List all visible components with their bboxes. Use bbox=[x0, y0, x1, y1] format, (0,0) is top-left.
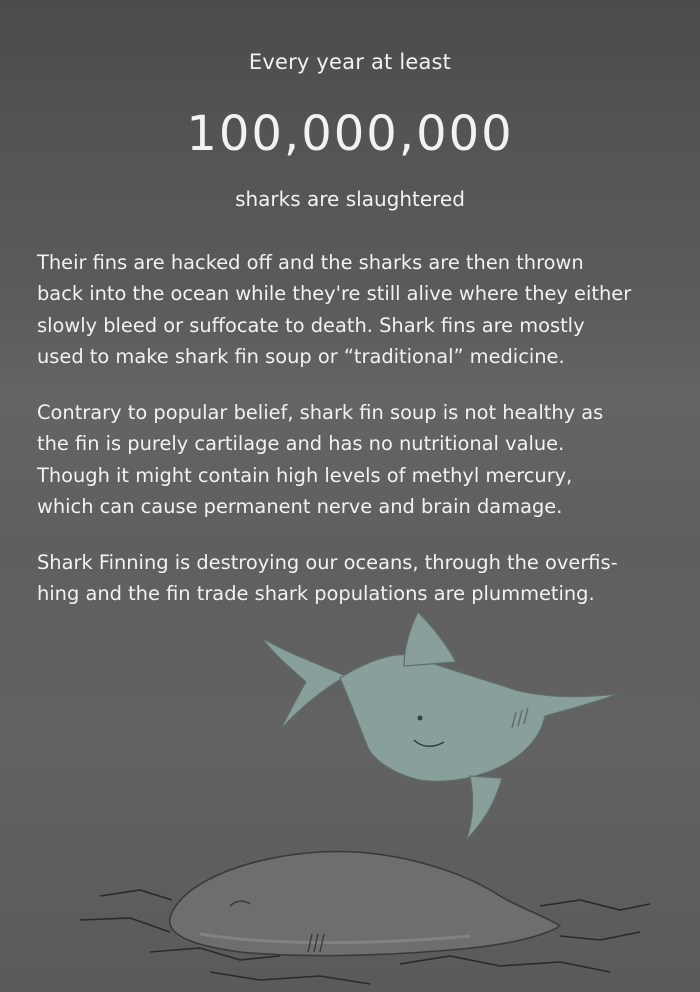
paragraph-2-line: Though it might contain high levels of methyl mercury, bbox=[37, 463, 573, 487]
paragraph-1-line: slowly bleed or suffocate to death. Shark fins are mostly bbox=[37, 313, 585, 337]
subline-text: sharks are slaughtered bbox=[235, 187, 465, 211]
intro-text: Every year at least bbox=[248, 50, 452, 74]
paragraph-3-line: hing and the fin trade shark populations are plummeting. bbox=[37, 582, 595, 606]
paragraph-2-line: which can cause permanent nerve and brain damage. bbox=[37, 494, 563, 518]
shark-illustration bbox=[0, 600, 700, 992]
paragraph-1-line: Their fins are hacked off and the sharks are then thrown bbox=[37, 251, 584, 274]
swimming-shark-icon bbox=[262, 612, 618, 840]
headline-number: 100,000,000 bbox=[186, 106, 514, 162]
paragraph-1-line: back into the ocean while they're still alive where they either bbox=[37, 282, 632, 306]
paragraph-3-line: Shark Finning is destroying our oceans, through the overfis- bbox=[37, 551, 618, 574]
paragraph-1 bbox=[37, 247, 677, 372]
dead-shark-icon bbox=[170, 852, 560, 956]
paragraph-2 bbox=[37, 397, 677, 522]
paragraph-1-line: used to make shark fin soup or “traditional” medicine. bbox=[37, 344, 565, 368]
paragraph-2-line: Contrary to popular belief, shark fin soup is not healthy as bbox=[37, 401, 604, 424]
paragraph-2-line: the fin is purely cartilage and has no nutritional value. bbox=[37, 432, 565, 456]
